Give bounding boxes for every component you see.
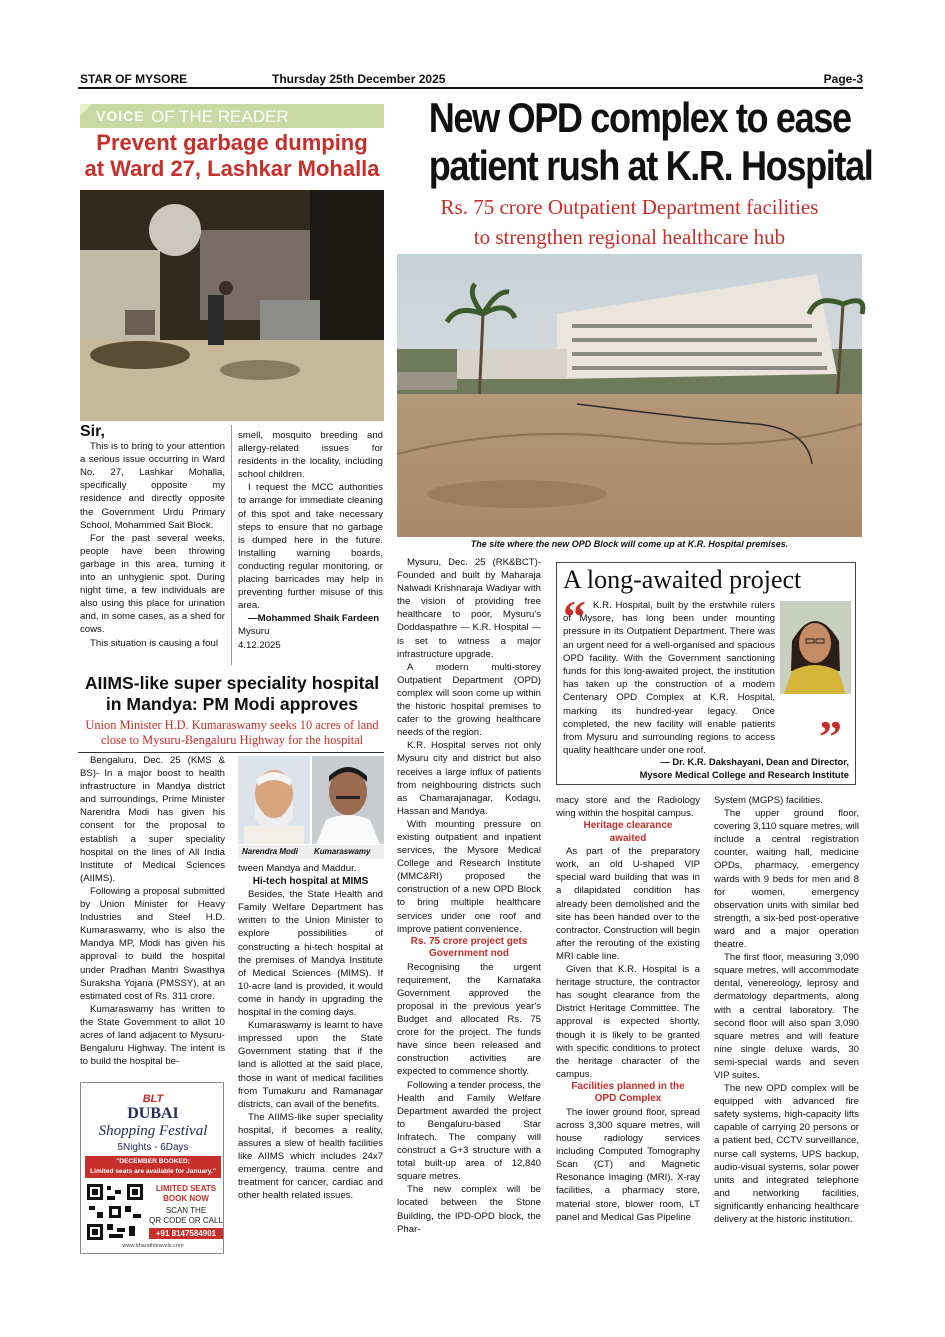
modi-portrait: [238, 756, 310, 844]
aiims-subhead: Hi-tech hospital at MIMS: [252, 876, 369, 888]
opd-subhead-heritage-line2: awaited: [609, 832, 647, 844]
quote-box: [556, 562, 856, 785]
ad-qr-code[interactable]: [85, 1182, 145, 1242]
ad-logo: BLT: [142, 1093, 164, 1105]
aiims-headline-line2: in Mandya: PM Modi approves: [105, 694, 359, 714]
aiims-para: Kumaraswamy has written to the State Government to allot 10 acres of land adjacent to Mysuru-Bengaluru Highway. The intent is to build the hospital be-: [80, 1003, 225, 1068]
aiims-deck-line2: close to Mysuru-Bengaluru Highway for the hospital: [100, 733, 364, 747]
aiims-para: Besides, the State Health and Family Welfare Department has written to the Union Minister to explore possibilities of constructing a hi-tech hospital at the premises of Mandya Institute of Medical Sciences (MIMS). If 10-acre land is provided, it would come in handy in upgrading the hospital in the coming days.: [238, 889, 383, 1019]
opd-para: macy store and the Radiology wing within the hospital campus.: [556, 795, 700, 820]
reader-headline-line2: at Ward 27, Lashkar Mohalla: [84, 156, 380, 181]
kicker-voice: VOICE: [96, 108, 145, 124]
modi-photo: [238, 756, 310, 844]
opd-col1: [397, 556, 541, 1261]
quote-close-mark: ”: [819, 711, 842, 762]
opd-subhead-heritage: [556, 820, 700, 845]
reader-letter-col2: [238, 429, 383, 669]
opd-subhead-funds: [397, 936, 541, 961]
quote-text: K.R. Hospital, built by the erstwhile rulers of Mysore, has long been under mounting pressure in its Outpatient Department. There was an urgent need for a well-organised and spacious OPD facility. With the Government sanctioning funds for this long-awaited project, the institution has taken up the construction of a modern Centenary OPD Complex at K.R. Hospital, marking its hundred-year legacy. Once completed, the new facility will enable patients from Mysuru and surrounding regions to access quality healthcare under one roof.: [563, 600, 775, 757]
ad-scan-line2: QR CODE OR CALL: [149, 1216, 223, 1225]
aiims-para: The AIIMS-like super speciality hospital, if becomes a reality, assures a slew of health facilities like AIIMS which includes 24x7 emergency, trauma centre and treatment for cancer, cardiac and other health related issues.: [238, 1111, 383, 1202]
opd-subhead-facilities-line2: OPD Complex: [594, 1093, 662, 1105]
ad-nights: 5Nights - 6Days: [117, 1142, 189, 1153]
ad-booked-line1: "DECEMBER BOOKED;: [116, 1158, 190, 1165]
opd-col3: [714, 794, 859, 1262]
aiims-col2: [238, 862, 383, 1257]
opd-para: A modern multi-storey Outpatient Department (OPD) complex will soon come up within the historic hospital premises to cater to the growing healthcare needs of the region.: [397, 661, 541, 739]
kicker-corner: [80, 104, 92, 116]
header-rule: [78, 87, 863, 89]
aiims-col1: [80, 754, 225, 1074]
quote-attrib-line1: — Dr. K.R. Dakshayani, Dean and Director,: [660, 756, 849, 767]
reader-salutation: Sir,: [80, 423, 105, 440]
ad-booked-line2: Limited seats are available for January.": [90, 1168, 216, 1175]
caption-kumaraswamy: Kumaraswamy: [314, 847, 371, 856]
opd-subhead-facilities: [556, 1081, 700, 1106]
reader-kicker-band: [80, 104, 384, 128]
opd-deck-line1: Rs. 75 crore Outpatient Department facilities: [440, 195, 819, 219]
opd-site-scene: [397, 254, 862, 537]
opd-headline-line2: patient rush at K.R. Hospital: [428, 142, 873, 189]
aiims-para: Kumaraswamy is learnt to have impressed upon the State Government stating that if the land is allotted at the said place, those in want of medical facilities from Tumakuru and Ramanagar districts, can avail of the benefits.: [238, 1020, 383, 1110]
opd-para: The first floor, measuring 3,090 square metres, will accommodate dental, venereology, leprosy and dermatology departments, along with a central laboratory. The second floor will also span 3,090 square metres and will feature nine single deluxe wards, 30 semi-special wards and seven VIP suites.: [714, 952, 859, 1081]
aiims-deck-line1: Union Minister H.D. Kumaraswamy seeks 10 acres of land: [85, 718, 379, 732]
ad-event: Shopping Festival: [98, 1123, 208, 1139]
reader-para: This situation is causing a foul: [90, 637, 218, 649]
ad-phone[interactable]: +91 8147584901: [149, 1228, 223, 1239]
kumaraswamy-photo: [312, 756, 384, 844]
opd-headline-line1: New OPD complex to ease: [428, 94, 851, 141]
reader-para: For the past several weeks, people have been throwing garbage in this area, turning it into an unhygienic spot. During night time, a few individuals are also using this place for urination and, in some cases, as a shed for cows.: [80, 532, 225, 636]
reader-col-divider: [231, 425, 232, 665]
aiims-headline: [80, 673, 384, 715]
dakshayani-photo: [780, 601, 851, 694]
opd-headline: [428, 94, 873, 190]
opd-para: With mounting pressure on existing outpatient and inpatient services, the Mysore Medical College and Research Institute (MMC&RI) proposed the construction of a new OPD Block to bring multiple healthcare services under one roof and improve patient convenience.: [397, 818, 541, 935]
kumaraswamy-portrait: [312, 756, 384, 844]
ad-website[interactable]: www.bharathitravels.com: [122, 1243, 184, 1249]
opd-subhead-funds-line1: Rs. 75 crore project gets: [410, 935, 528, 947]
aiims-para: Following a proposal submitted by Union Minister for Heavy Industries and Steel H.D. Kumaraswamy, who is also the Mandya MP, Modi has given his approval to build the hospital under Pradhan Mantri Swasthya Suraksha Yojana (PMSSY), at an estimated cost of Rs. 311 crore.: [80, 885, 225, 1002]
reader-headline: [80, 130, 384, 182]
reader-signature: —Mohammed Shaik Fardeen: [248, 613, 380, 625]
quote-title: A long-awaited project: [563, 565, 802, 594]
reader-headline-line1: Prevent garbage dumping: [96, 130, 368, 155]
reader-letter-col1: [80, 425, 225, 665]
quote-attribution: [640, 755, 849, 781]
reader-para: I request the MCC authorities to arrange for immediate cleaning of this spot and take necessary steps to ensure that no garbage is dumped here in the future. Installing warning boards, conducting regular monitoring, or placing barricades may help in preventing further misuse of this area.: [238, 482, 383, 612]
aiims-para: Bengaluru, Dec. 25 (KMS & BS)- In a major boost to health infrastructure in Mandya district and surroundings, Prime Minister Narendra Modi has given his consent for the proposal to establish a super speciality hospital on the lines of All India Institute of Medical Sciences (AIIMS).: [80, 755, 225, 884]
quote-attrib-line2: Mysore Medical College and Research Institute: [639, 769, 849, 780]
opd-para: The lower ground floor, spread across 3,300 square metres, will house radiology services including Computed Tomography Scan (CT) and Magnetic Resonance Imaging (MRI), X-ray facilities, a pharmacy store, material store, blower room, LT panel and Medical Gas Pipeline: [556, 1106, 700, 1223]
aiims-deck-rule: [78, 752, 384, 753]
opd-para: System (MGPS) facilities.: [714, 795, 823, 806]
opd-deck: [396, 192, 863, 252]
kicker-rest: OF THE READER: [151, 107, 289, 126]
opd-para: K.R. Hospital serves not only Mysuru city and district but also receives a large influx of patients from neighbouring districts such as Chamarajanagar, Kodagu, Hassan and Mandya.: [397, 740, 541, 817]
opd-para: Recognising the urgent requirement, the Karnataka Government approved the proposal in the previous year's Budget and allocated Rs. 75 crore for the project. The funds have since been released and construction activities are expected to commence shortly.: [397, 961, 541, 1078]
opd-para: The new OPD complex will be equipped with advanced fire safety systems, high-capacity lifts capable of carrying 20 persons or a patient bed, CCTV surveillance, nurse call systems, UPS backup, audio-visual systems, solar power units and integrated telephone and networking facilities, significantly enhancing healthcare delivery at the historic institution.: [714, 1083, 859, 1225]
ad-booked-banner: [85, 1156, 221, 1178]
page-number: Page-3: [823, 72, 863, 86]
opd-col2: [556, 794, 700, 1262]
reader-para: smell, mosquito breeding and allergy-related issues for residents in the locality, including school children.: [238, 430, 383, 481]
opd-para: Given that K.R. Hospital is a heritage structure, the contractor has sought clearance from the District Heritage Committee. The approval is expected shortly, though it is likely to be granted with specific conditions to protect the heritage character of the campus.: [556, 964, 700, 1080]
opd-para: The new complex will be located between the Stone Building, the IPD-OPD block, the Phar-: [397, 1184, 541, 1235]
dubai-ad[interactable]: [80, 1082, 224, 1254]
aiims-headline-line1: AIIMS-like super speciality hospital: [84, 673, 380, 693]
garbage-photo-scene: [80, 190, 384, 421]
garbage-photo: [80, 190, 384, 421]
masthead-date: Thursday 25th December 2025: [272, 72, 446, 86]
opd-subhead-facilities-line1: Facilities planned in the: [571, 1080, 685, 1092]
opd-photo-caption: The site where the new OPD Block will come up at K.R. Hospital premises.: [470, 539, 789, 549]
opd-para: As part of the preparatory work, an old U-shaped VIP special ward building that was in a dilapidated condition has already been demolished and the site has been handed over to the contractor. Construction will begin after the rerouting of the existing MRI cable line.: [556, 846, 700, 962]
ad-limited-line1: LIMITED SEATS: [155, 1184, 217, 1193]
opd-para: Following a tender process, the Health and Family Welfare Department awarded the project to Bengaluru-based Star Infratech. The company will construct a G+3 structure with a total built-up area of 12,840 square metres.: [397, 1079, 541, 1183]
opd-para: Mysuru, Dec. 25 (RK&BCT)- Founded and built by Maharaja Nalwadi Krishnaraja Wadiyar with the vision of providing free healthcare to poor, Mysuru's Doddaspathre — K.R. Hospital — is set to witness a major infrastructure upgrade.: [397, 557, 541, 660]
ad-limited-line2: BOOK NOW: [163, 1194, 209, 1203]
aiims-deck: [80, 718, 384, 748]
ad-destination: DUBAI: [127, 1105, 179, 1122]
opd-subhead-heritage-line1: Heritage clearance: [583, 820, 673, 832]
reader-place: Mysuru: [238, 626, 270, 638]
ad-limited: [149, 1184, 223, 1204]
aiims-para: tween Mandya and Maddur.: [238, 863, 357, 874]
reader-date: 4.12.2025: [238, 639, 281, 651]
quote-open-mark: “: [563, 591, 586, 642]
opd-site-photo: [397, 254, 862, 537]
portrait-captions: [238, 845, 384, 859]
dakshayani-portrait: [780, 601, 851, 694]
opd-subhead-funds-line2: Government nod: [428, 948, 509, 960]
ad-scan-line1: SCAN THE: [165, 1206, 207, 1215]
masthead-paper-name: STAR OF MYSORE: [80, 72, 188, 86]
ad-scan: [149, 1206, 223, 1226]
opd-deck-line2: to strengthen regional healthcare hub: [473, 225, 786, 249]
reader-para: This is to bring to your attention a serious issue occurring in Ward No. 27, Lashkar Mohalla, specifically opposite my residence and directly opposite the Government Urdu Primary School, Mohammed Sait Block.: [80, 441, 225, 531]
opd-para: The upper ground floor, covering 3,110 square metres, will include a central registration counter, waiting hall, medicine OPDs, pharmacy, emergency wards with 9 beds for men and 8 for women, emergency observation units with similar bed strength, a six-bed post-operative ward and a major operation theatre.: [714, 808, 859, 951]
caption-modi: Narendra Modi: [242, 847, 299, 856]
